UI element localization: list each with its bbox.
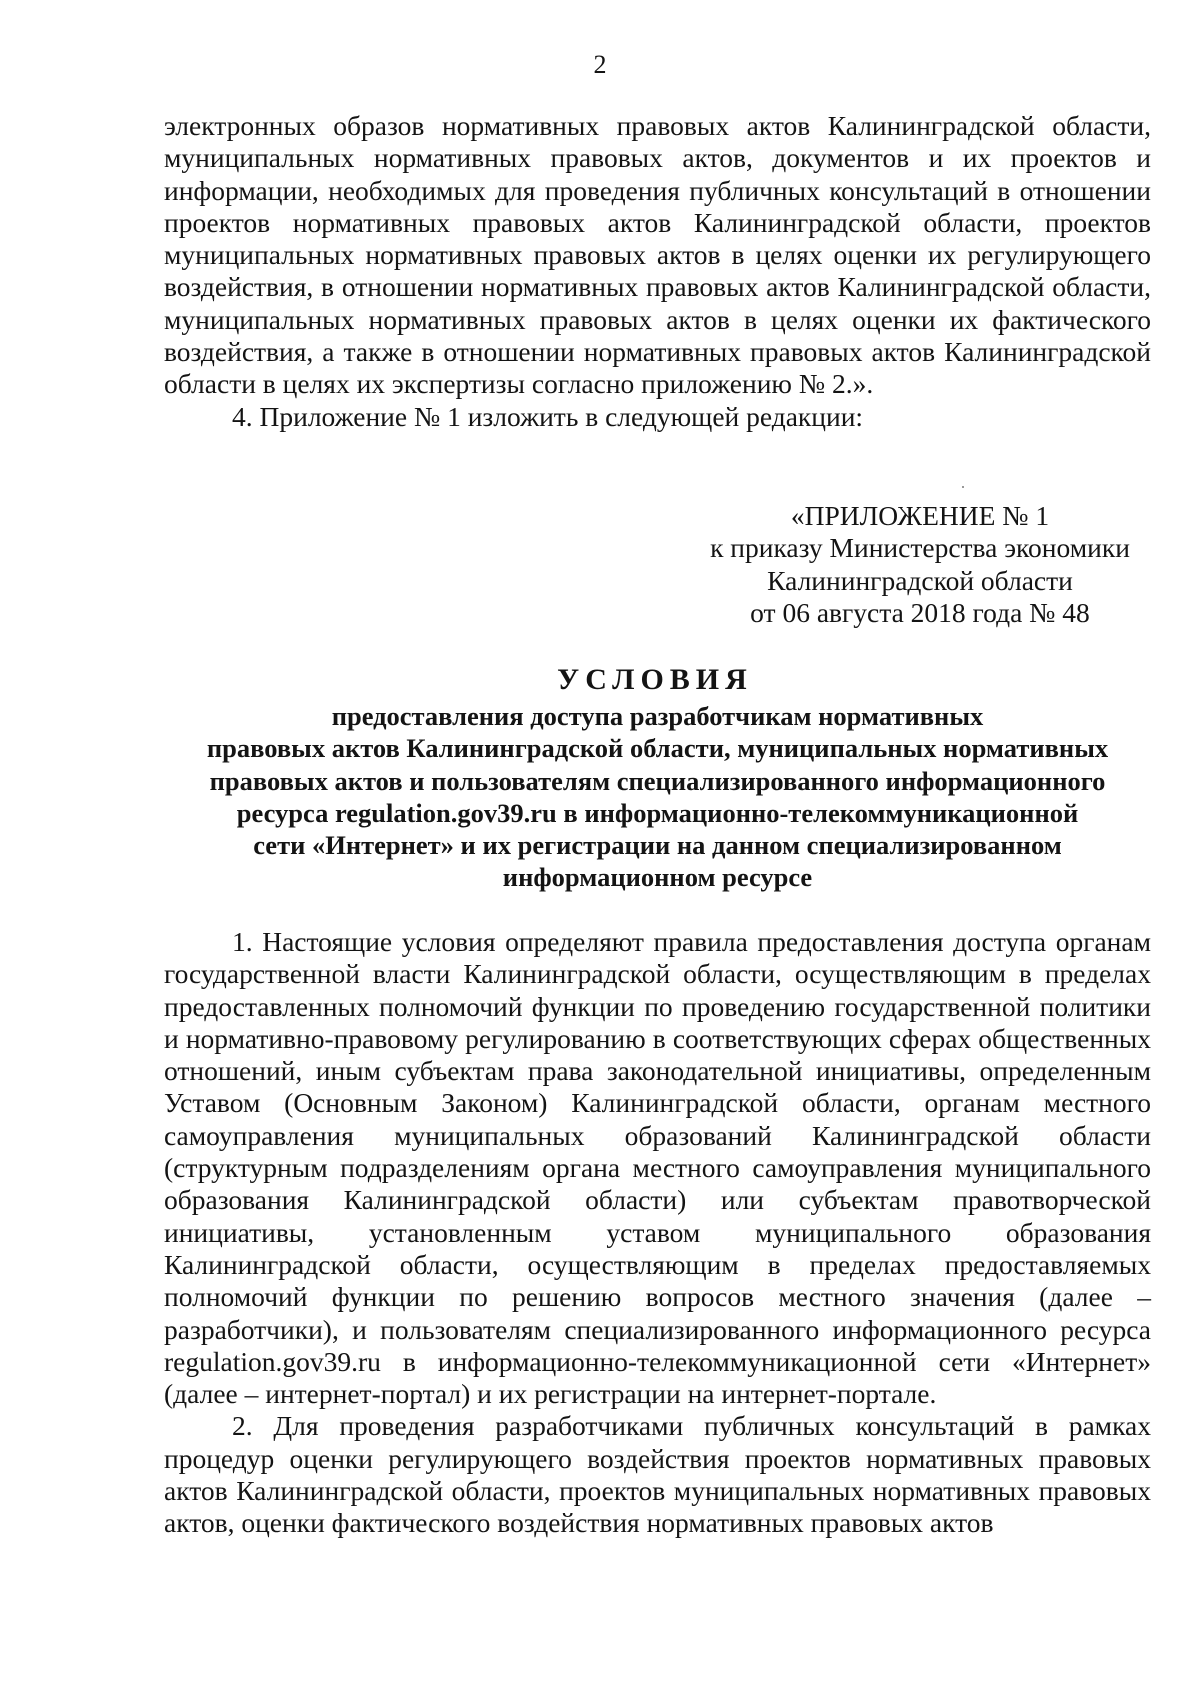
page-number: 2 <box>593 50 607 79</box>
subtitle-line: ресурса regulation.gov39.ru в информационно-телекоммуникационной <box>236 797 1079 828</box>
subtitle-line: правовых актов и пользователям специализированного информационного <box>209 765 1106 796</box>
section-subtitle <box>164 700 1151 894</box>
scan-dot <box>962 486 964 488</box>
paragraph-continuation: электронных образов нормативных правовых актов Калининградской области, муниципальных нормативных правовых актов, документов и их проектов и информации, необходимых для проведения публичных консультаций в отношении проектов нормативных правовых актов Калининградской области, проектов муниципальных нормативных правовых актов в целях оценки их регулирующего воздействия, в отношении нормативных правовых актов Калининградской области, муниципальных нормативных правовых актов в целях оценки их фактического воздействия, а также в отношении нормативных правовых актов Калининградской области в целях их экспертизы согласно приложению № 2.». <box>164 110 1151 400</box>
subtitle-line: сети «Интернет» и их регистрации на данном специализированном <box>253 830 1062 861</box>
appendix-date: от 06 августа 2018 года № 48 <box>750 596 1090 628</box>
paragraph-item-2: 2. Для проведения разработчиками публичных консультаций в рамках процедур оценки регулирующего воздействия проектов нормативных правовых актов Калининградской области, проектов муниципальных нормативных правовых актов, оценки фактического воздействия нормативных правовых актов <box>164 1410 1151 1539</box>
text-block-top <box>164 110 1151 433</box>
appendix-header <box>680 500 1160 629</box>
subtitle-line: информационном ресурсе <box>502 862 813 893</box>
section-title: УСЛОВИЯ <box>557 663 753 696</box>
text-block-bottom <box>164 926 1151 1540</box>
paragraph-item-4: 4. Приложение № 1 изложить в следующей редакции: <box>232 400 864 432</box>
subtitle-line: предоставления доступа разработчикам нормативных <box>331 701 984 731</box>
paragraph-item-1: 1. Настоящие условия определяют правила предоставления доступа органам государственной власти Калининградской области, осуществляющим в пределах предоставленных полномочий функции по проведению государственной политики и нормативно-правовому регулированию в соответствующих сферах общественных отношений, иным субъектам права законодательной инициативы, определенным Уставом (Основным Законом) Калининградской области, органам местного самоуправления муниципальных образований Калининградской области (структурным подразделениям органа местного самоуправления муниципального образования Калининградской области) или субъектам правотворческой инициативы, установленным уставом муниципального образования Калининградской области, осуществляющим в пределах предоставляемых полномочий функции по решению вопросов местного значения (далее – разработчики), и пользователям специализированного информационного ресурса regulation.gov39.ru в информационно-телекоммуникационной сети «Интернет» (далее – интернет-портал) и их регистрации на интернет-портале. <box>164 926 1151 1410</box>
appendix-region: Калининградской области <box>767 564 1073 596</box>
appendix-order-ref: к приказу Министерства экономики <box>710 532 1130 564</box>
appendix-title: «ПРИЛОЖЕНИЕ № 1 <box>790 500 1050 531</box>
subtitle-line: правовых актов Калининградской области, муниципальных нормативных <box>206 733 1109 764</box>
